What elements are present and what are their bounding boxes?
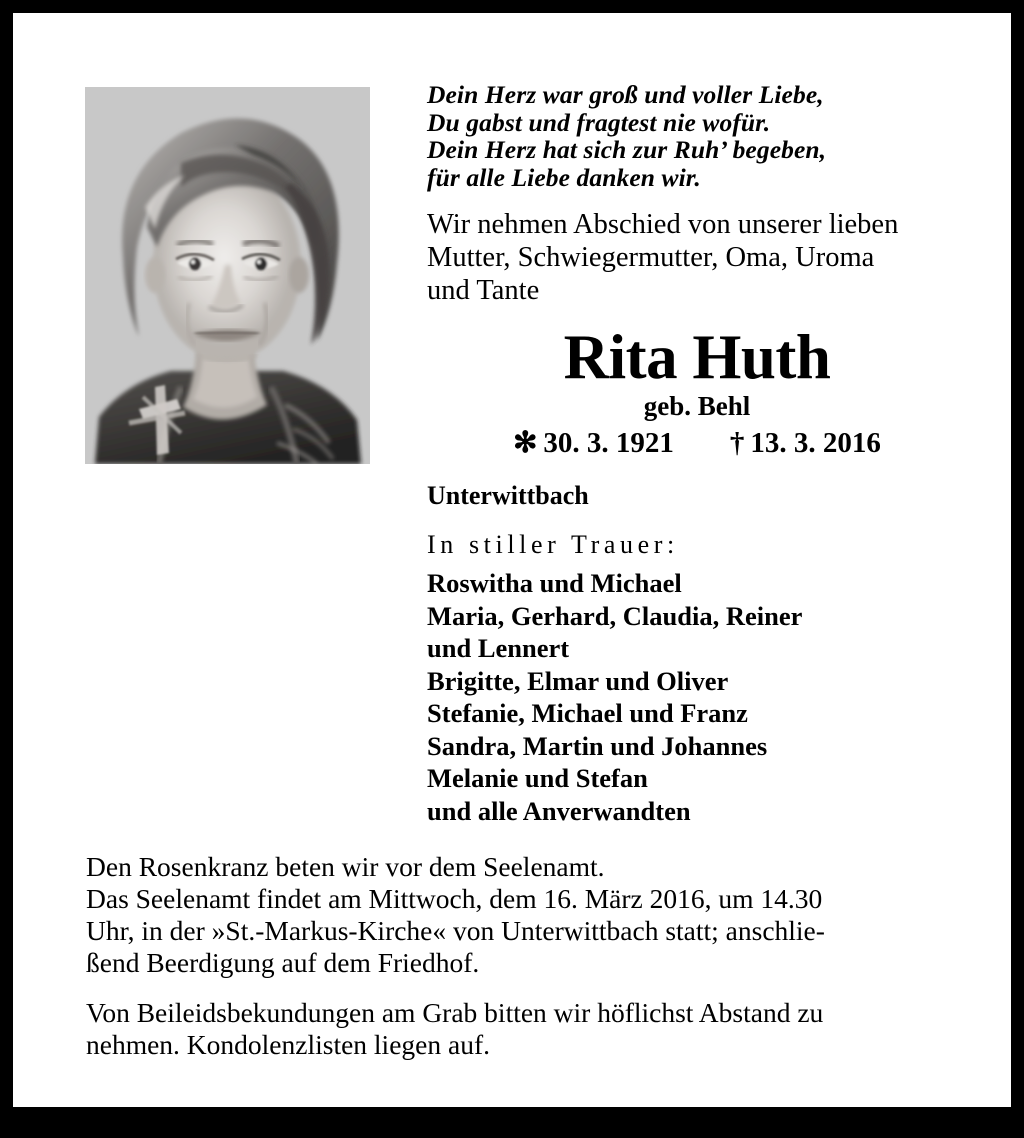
life-dates [427, 427, 967, 460]
mourning-heading: In stiller Trauer: [427, 530, 679, 559]
verse-line: Dein Herz war groß und voller Liebe, [427, 80, 824, 109]
mourner-line: Stefanie, Michael und Franz [427, 698, 748, 728]
service-line: ßend Beerdigung auf dem Friedhof. [86, 947, 480, 978]
portrait-image [85, 87, 370, 464]
portrait-photo [85, 87, 370, 464]
born-star-icon: ✻ [513, 427, 538, 459]
service-line: Uhr, in der »St.-Markus-Kirche« von Unterwittbach statt; anschlie- [86, 915, 825, 946]
condolence-paragraph [86, 997, 972, 1061]
mourner-line: Brigitte, Elmar und Oliver [427, 665, 729, 696]
service-line: Den Rosenkranz beten wir vor dem Seelenamt. [86, 851, 605, 882]
obituary-card [13, 13, 1011, 1107]
mourner-line: Melanie und Stefan [427, 763, 648, 793]
service-line: Das Seelenamt findet am Mittwoch, dem 16. März 2016, um 14.30 [86, 883, 823, 914]
mourner-line: und alle Anverwandten [427, 795, 691, 826]
verse-line: für alle Liebe danken wir. [427, 162, 701, 192]
intro-line: und Tante [427, 275, 540, 306]
intro-line: Wir nehmen Abschied von unserer lieben [427, 209, 899, 240]
funeral-details [86, 851, 972, 1061]
death-date-value: 13. 3. 2016 [750, 427, 881, 459]
hometown: Unterwittbach [427, 481, 589, 510]
verse-line: Du gabst und fragtest nie wofür. [427, 107, 771, 137]
mourner-line: Sandra, Martin und Johannes [427, 730, 768, 761]
service-paragraph [86, 851, 972, 979]
mourner-line: Roswitha und Michael [427, 568, 682, 598]
condolence-line: Von Beileidsbekundungen am Grab bitten wir höflichst Abstand zu [86, 997, 824, 1028]
birth-date [513, 427, 674, 460]
mourners-list [427, 567, 967, 827]
farewell-intro [427, 208, 967, 307]
maiden-name: geb. Behl [643, 391, 751, 421]
verse-line: Dein Herz hat sich zur Ruh’ begeben, [427, 135, 827, 164]
died-cross-icon: † [729, 427, 745, 459]
notice-text-column [427, 81, 967, 827]
mourner-line: und Lennert [427, 633, 570, 663]
mourner-line: Maria, Gerhard, Claudia, Reiner [427, 600, 803, 631]
deceased-name: Rita Huth [563, 322, 831, 392]
intro-line: Mutter, Schwiegermutter, Oma, Uroma [427, 242, 875, 273]
condolence-line: nehmen. Kondolenzlisten liegen auf. [86, 1029, 490, 1060]
birth-date-value: 30. 3. 1921 [543, 427, 674, 459]
memorial-verse [427, 81, 967, 191]
death-date [730, 427, 881, 460]
